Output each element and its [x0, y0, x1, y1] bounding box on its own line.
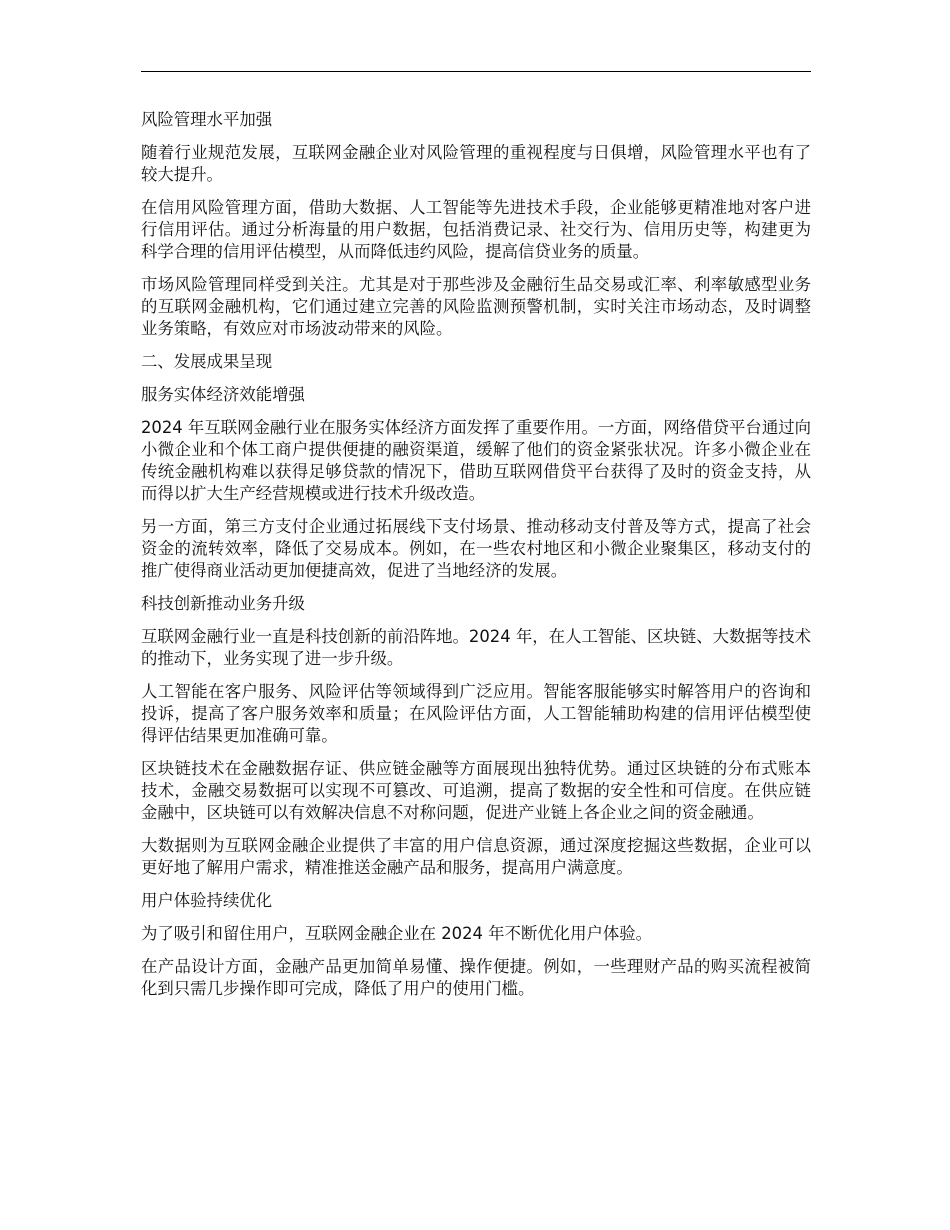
- paragraph: 随着行业规范发展，互联网金融企业对风险管理的重视程度与日俱增，风险管理水平也有了较大提升。: [141, 143, 811, 184]
- document-body: [141, 109, 811, 1011]
- paragraph: 市场风险管理同样受到关注。尤其是对于那些涉及金融衍生品交易或汇率、利率敏感型业务的互联网金融机构，它们通过建立完善的风险监测预警机制，实时关注市场动态，及时调整业务策略，有效应对市场波动带来的风险。: [141, 275, 811, 338]
- paragraph: 在信用风险管理方面，借助大数据、人工智能等先进技术手段，企业能够更精准地对客户进行信用评估。通过分析海量的用户数据，包括消费记录、社交行为、信用历史等，构建更为科学合理的信用评估模型，从而降低违约风险，提高信贷业务的质量。: [141, 198, 811, 261]
- section-heading: 科技创新推动业务升级: [141, 594, 305, 613]
- header-divider: [141, 71, 811, 72]
- section-heading: 用户体验持续优化: [141, 891, 273, 910]
- paragraph: 区块链技术在金融数据存证、供应链金融等方面展现出独特优势。通过区块链的分布式账本技术，金融交易数据可以实现不可篡改、可追溯，提高了数据的安全性和可信度。在供应链金融中，区块链可以有效解决信息不对称问题，促进产业链上各企业之间的资金融通。: [141, 759, 811, 822]
- section-heading: 服务实体经济效能增强: [141, 385, 305, 404]
- paragraph: 另一方面，第三方支付企业通过拓展线下支付场景、推动移动支付普及等方式，提高了社会资金的流转效率，降低了交易成本。例如，在一些农村地区和小微企业聚集区，移动支付的推广使得商业活动更加便捷高效，促进了当地经济的发展。: [141, 517, 811, 580]
- paragraph: 在产品设计方面，金融产品更加简单易懂、操作便捷。例如，一些理财产品的购买流程被简化到只需几步操作即可完成，降低了用户的使用门槛。: [141, 957, 811, 998]
- section-heading: 风险管理水平加强: [141, 110, 273, 129]
- paragraph: 互联网金融行业一直是科技创新的前沿阵地。2024 年，在人工智能、区块链、大数据等技术的推动下，业务实现了进一步升级。: [141, 627, 811, 668]
- paragraph: 2024 年互联网金融行业在服务实体经济方面发挥了重要作用。一方面，网络借贷平台通过向小微企业和个体工商户提供便捷的融资渠道，缓解了他们的资金紧张状况。许多小微企业在传统金融机构难以获得足够贷款的情况下，借助互联网借贷平台获得了及时的资金支持，从而得以扩大生产经营规模或进行技术升级改造。: [141, 418, 811, 503]
- section-heading: 二、发展成果呈现: [141, 352, 273, 371]
- paragraph: 为了吸引和留住用户，互联网金融企业在 2024 年不断优化用户体验。: [141, 924, 653, 943]
- paragraph: 大数据则为互联网金融企业提供了丰富的用户信息资源，通过深度挖掘这些数据，企业可以更好地了解用户需求，精准推送金融产品和服务，提高用户满意度。: [141, 836, 811, 877]
- document-page: [141, 0, 811, 1230]
- paragraph: 人工智能在客户服务、风险评估等领域得到广泛应用。智能客服能够实时解答用户的咨询和投诉，提高了客户服务效率和质量；在风险评估方面，人工智能辅助构建的信用评估模型使得评估结果更加准确可靠。: [141, 682, 811, 745]
